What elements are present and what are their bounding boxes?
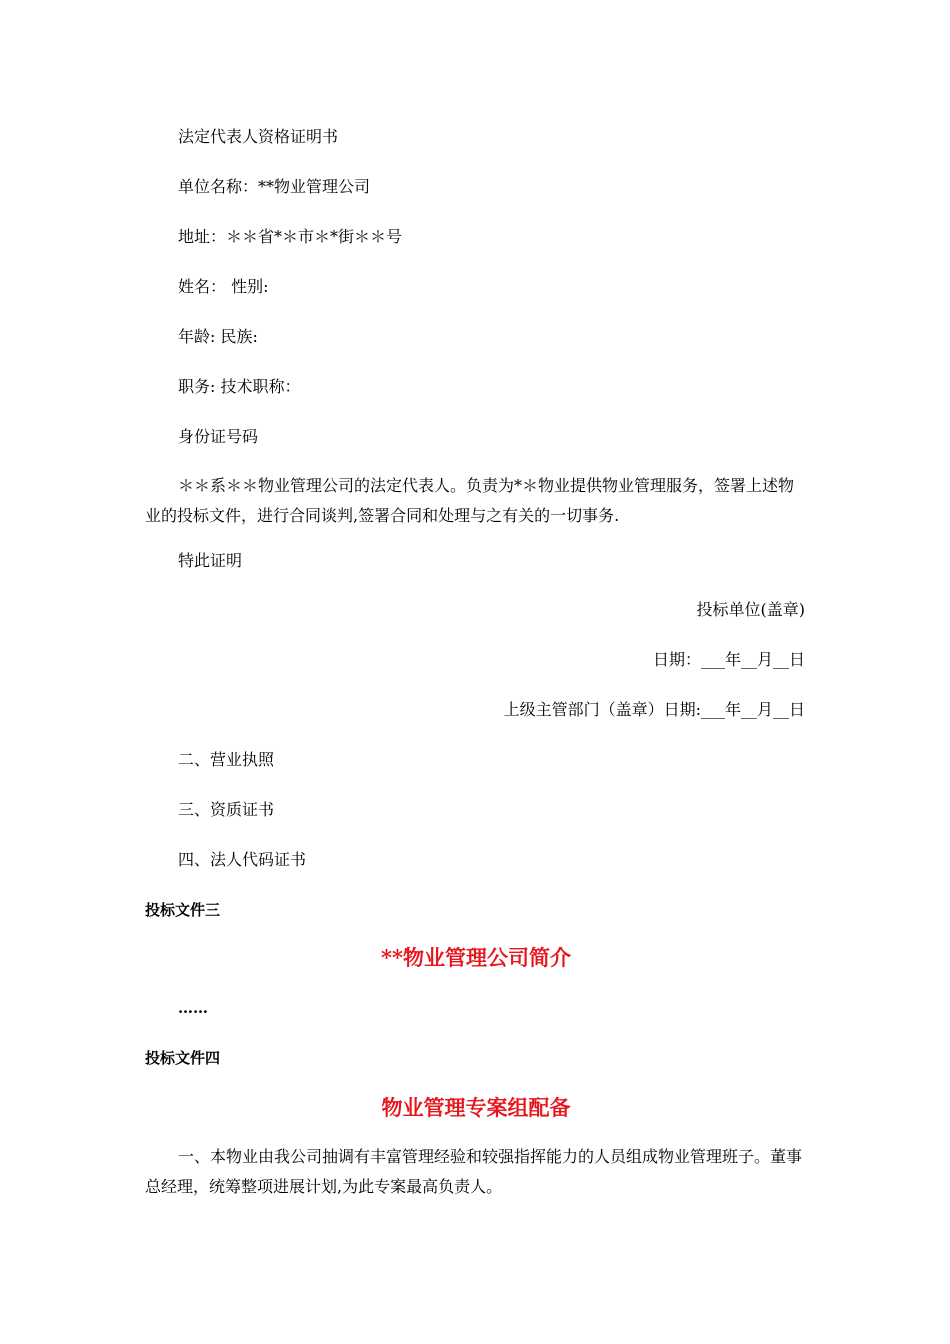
bid-doc-3-title: **物业管理公司简介 xyxy=(381,945,571,970)
unit-name-line: 单位名称：**物业管理公司 xyxy=(178,177,371,196)
team-paragraph: 一、本物业由我公司抽调有丰富管理经验和较强指挥能力的人员组成物业管理班子。董事总经理，统筹整项进展计划,为此专案最高负责人。 xyxy=(145,1147,803,1196)
date-line: 日期：___年__月__日 xyxy=(652,650,805,669)
supervisor-date-line: 上级主管部门（盖章）日期:___年__月__日 xyxy=(503,700,805,719)
attachment-legal-code-certificate: 四、法人代码证书 xyxy=(178,850,307,869)
bid-doc-4-title: 物业管理专案组配备 xyxy=(381,1095,571,1120)
statement-paragraph: ＊＊系＊＊物业管理公司的法定代表人。负责为*＊物业提供物业管理服务，签署上述物业的投标文件，进行合同谈判,签署合同和处理与之有关的一切事务. xyxy=(145,476,795,525)
bid-doc-4-label: 投标文件四 xyxy=(145,1049,221,1067)
age-ethnicity-line: 年龄: 民族: xyxy=(178,327,258,346)
name-gender-line: 姓名： 性别: xyxy=(178,277,269,296)
address-line: 地址：＊＊省*＊市＊*街＊＊号 xyxy=(178,227,403,246)
bid-doc-3-label: 投标文件三 xyxy=(145,901,221,919)
attachment-qualification-certificate: 三、资质证书 xyxy=(178,800,275,819)
attachment-business-license: 二、营业执照 xyxy=(178,750,275,769)
position-title-line: 职务: 技术职称： xyxy=(178,377,301,396)
id-number-line: 身份证号码 xyxy=(178,427,259,446)
hereby-certify: 特此证明 xyxy=(178,551,243,570)
bidder-seal-line: 投标单位(盖章) xyxy=(696,600,805,619)
bid-doc-3-ellipsis: …… xyxy=(178,999,208,1017)
certificate-title: 法定代表人资格证明书 xyxy=(178,127,339,146)
